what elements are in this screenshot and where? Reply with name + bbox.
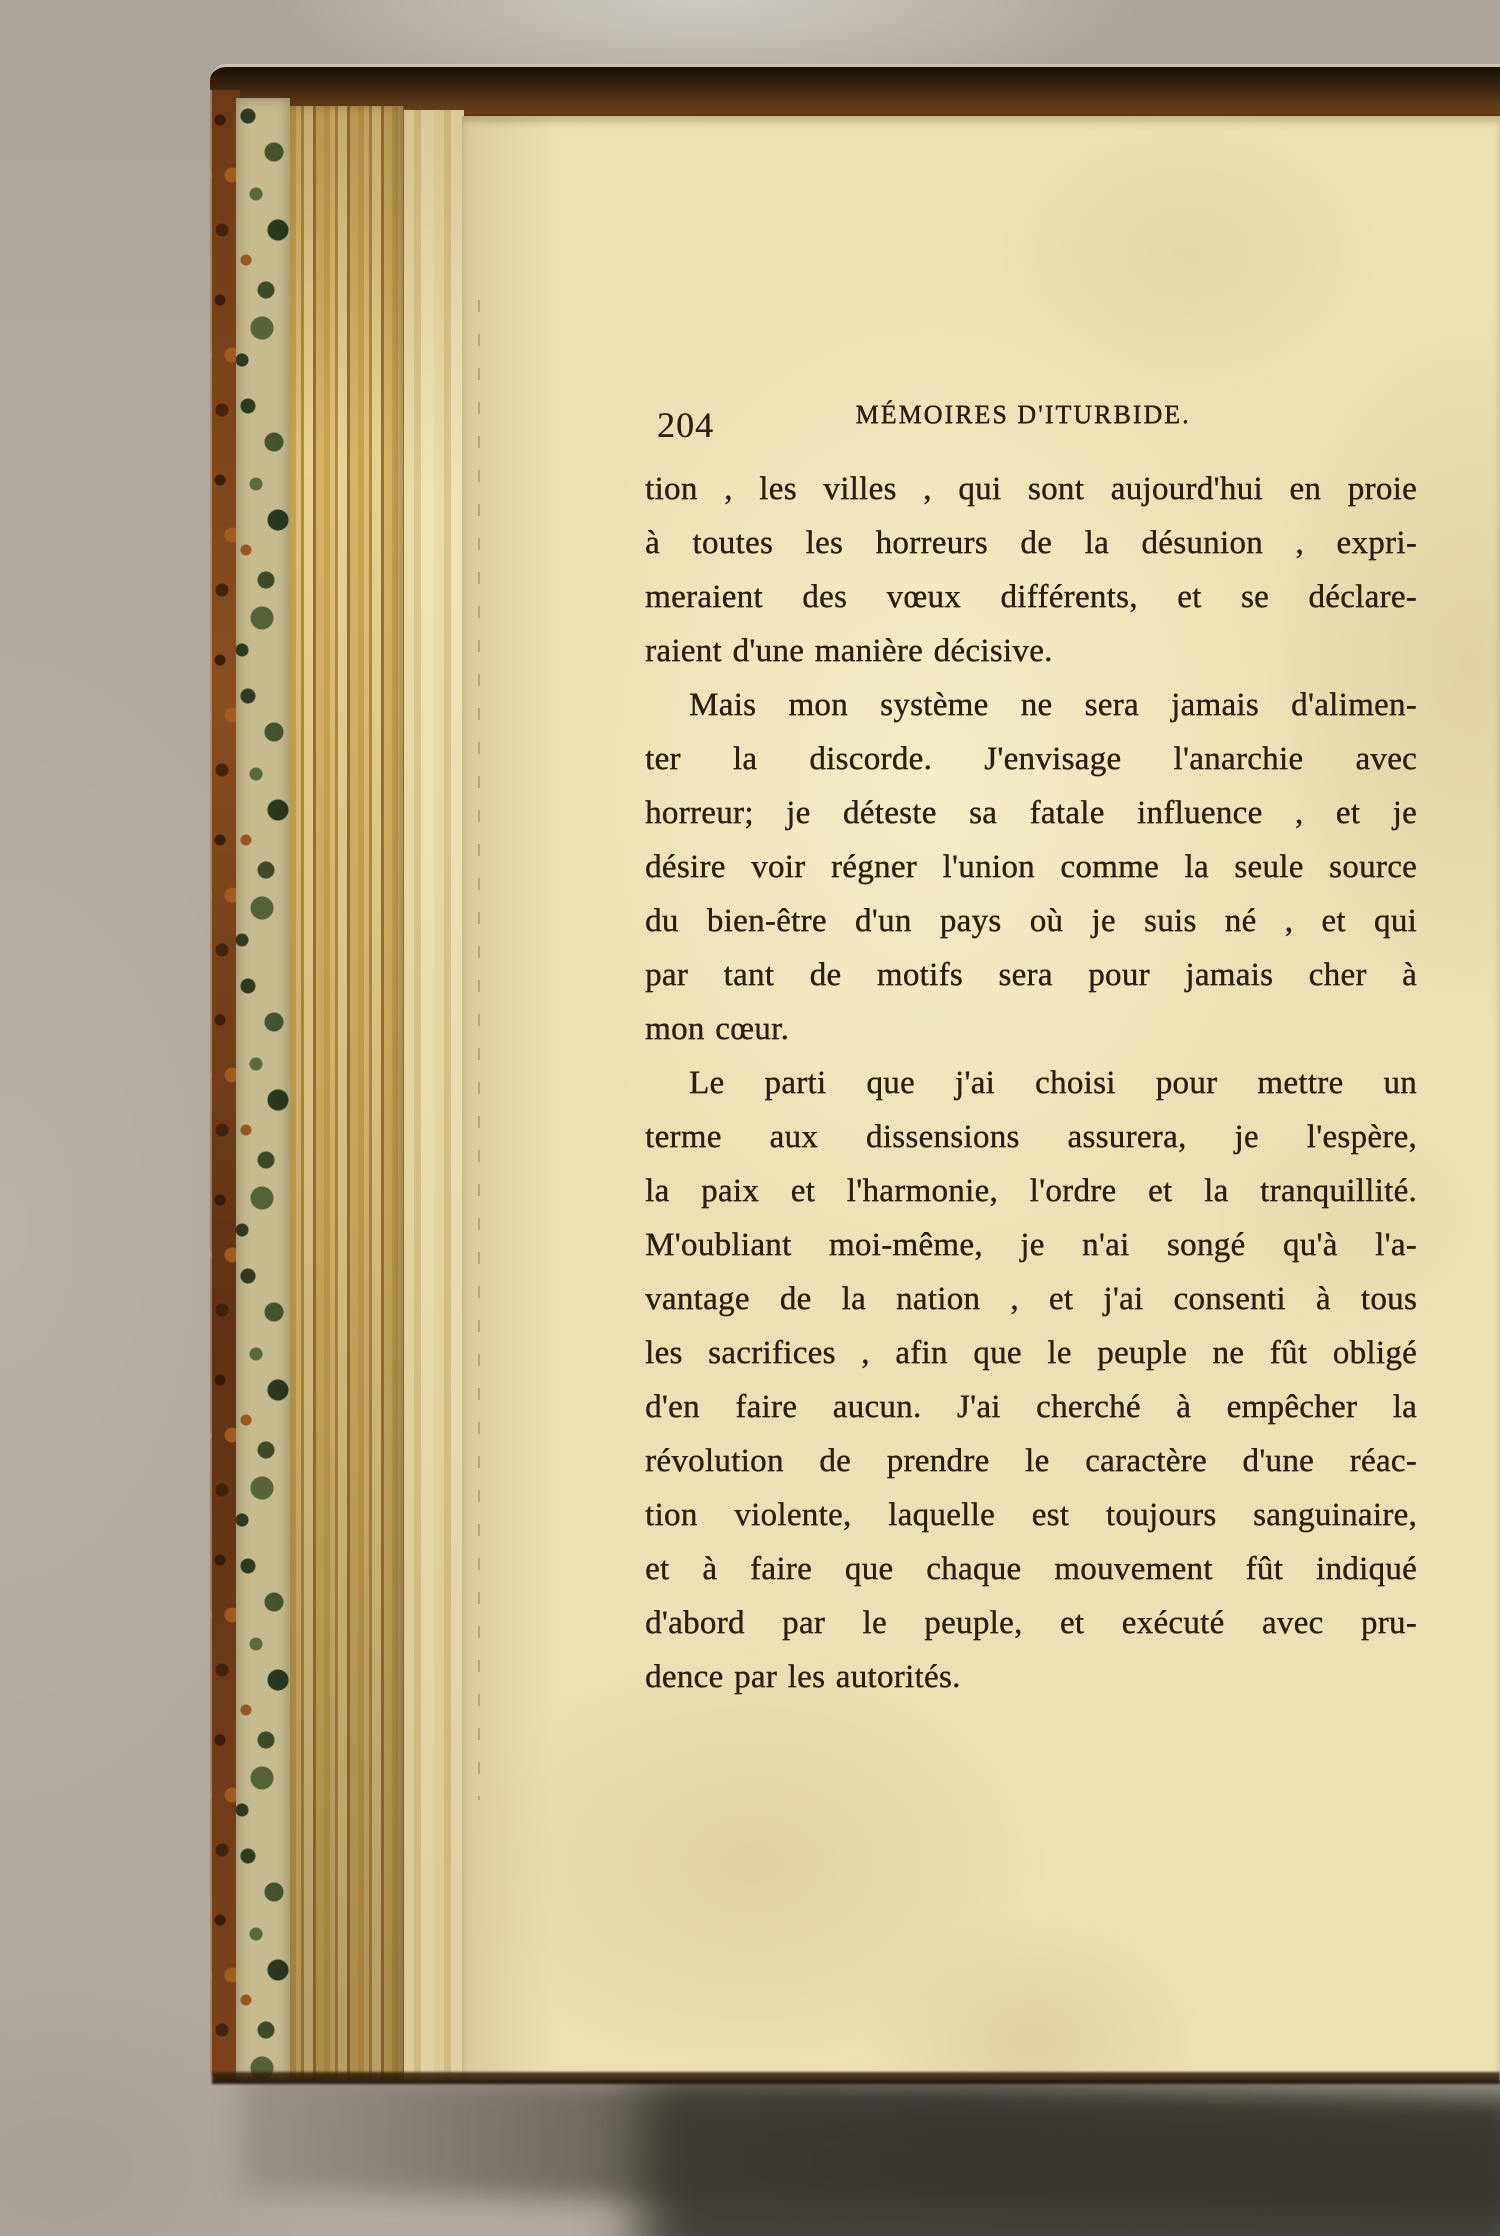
text-line: horreur; je déteste sa fatale influence , et je xyxy=(645,795,1417,831)
text-line: tion violente, laquelle est toujours sanguinaire, xyxy=(645,1497,1417,1533)
book-bottom-edge xyxy=(212,2072,1500,2084)
text-line: terme aux dissensions assurera, je l'espère, xyxy=(645,1119,1417,1155)
text-line: M'oubliant moi-même, je n'ai songé qu'à l'a- xyxy=(645,1227,1417,1263)
text-line: à toutes les horreurs de la désunion , expri- xyxy=(645,525,1417,561)
text-line: tion , les villes , qui sont aujourd'hui en proie xyxy=(645,471,1417,507)
text-line: meraient des vœux différents, et se déclare- xyxy=(645,579,1417,615)
text-line: désire voir régner l'union comme la seule source xyxy=(645,849,1417,885)
text-line: raient d'une manière décisive. xyxy=(645,633,1053,669)
page-text xyxy=(645,462,1417,1704)
running-title: MÉMOIRES D'ITURBIDE. xyxy=(855,400,1191,429)
fore-edge-page-stack xyxy=(290,106,404,2080)
text-line: ter la discorde. J'envisage l'anarchie avec xyxy=(645,741,1417,777)
text-line: vantage de la nation , et j'ai consenti à tous xyxy=(645,1281,1417,1317)
text-line: dence par les autorités. xyxy=(645,1659,961,1695)
text-line: d'en faire aucun. J'ai cherché à empêcher la xyxy=(645,1389,1417,1425)
text-line: du bien-être d'un pays où je suis né , et qui xyxy=(645,903,1417,939)
text-line: mon cœur. xyxy=(645,1011,790,1047)
page-number: 204 xyxy=(657,405,714,445)
text-line: révolution de prendre le caractère d'une réac- xyxy=(645,1443,1417,1479)
text-line: par tant de motifs sera pour jamais cher à xyxy=(645,957,1417,993)
running-head xyxy=(645,394,1417,444)
text-line: Le parti que j'ai choisi pour mettre un xyxy=(689,1065,1417,1101)
text-line: et à faire que chaque mouvement fût indiqué xyxy=(645,1551,1417,1587)
text-line: la paix et l'harmonie, l'ordre et la tranquillité. xyxy=(645,1173,1417,1209)
text-line: les sacrifices , afin que le peuple ne fût obligé xyxy=(645,1335,1417,1371)
text-line: d'abord par le peuple, et exécuté avec pru- xyxy=(645,1605,1417,1641)
marbled-endpaper xyxy=(236,98,290,2080)
page-edge-curl xyxy=(404,110,464,2080)
text-line: Mais mon système ne sera jamais d'alimen- xyxy=(689,687,1417,723)
gutter-crease xyxy=(478,300,480,1800)
